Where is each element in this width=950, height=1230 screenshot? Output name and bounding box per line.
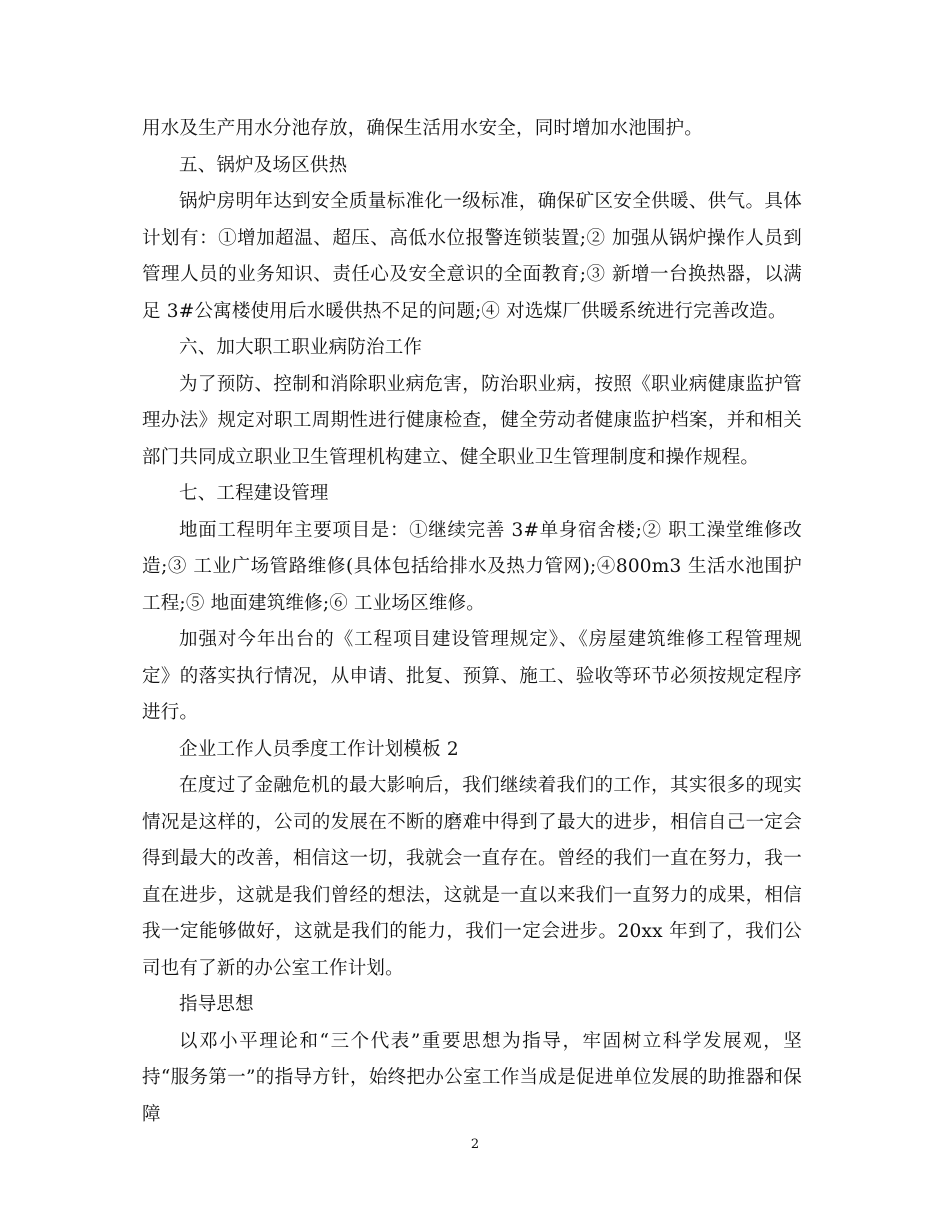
heading-guiding-ideology: 指导思想 bbox=[179, 994, 254, 1015]
paragraph-guiding-ideology: 以邓小平理论和“三个代表”重要思想为指导，牢固树立科学发展观，坚持“服务第一”的指导方针，始终把办公室工作当成是促进单位发展的助推器和保障 bbox=[142, 1030, 802, 1125]
paragraph-financial-crisis: 在度过了金融危机的最大影响后，我们继续着我们的工作，其实很多的现实情况是这样的，公司的发展在不断的磨难中得到了最大的进步，相信自己一定会得到最大的改善，相信这一切，我就会一直存在。曾经的我们一直在努力，我一直在进步，这就是我们曾经的想法，这就是一直以来我们一直努力的成果，相信我一定能够做好，这就是我们的能力，我们一定会进步。20xx 年到了，我们公司也有了新的办公室工作计划。 bbox=[142, 775, 802, 979]
heading-occupational-disease: 六、加大职工职业病防治工作 bbox=[179, 337, 423, 358]
document-body bbox=[142, 111, 802, 1133]
heading-boiler-heating: 五、锅炉及场区供热 bbox=[179, 154, 348, 176]
paragraph-boiler-plan: 锅炉房明年达到安全质量标准化一级标准，确保矿区安全供暖、供气。具体计划有：①增加超温、超压、高低水位报警连锁装置;② 加强从锅炉操作人员到管理人员的业务知识、责任心及安全意识的全面教育;③ 新增一台换热器，以满足 3#公寓楼使用后水暖供热不足的问题;④ 对选煤厂供暖系统进行完善改造。 bbox=[142, 191, 802, 322]
paragraph-ground-projects: 地面工程明年主要项目是：①继续完善 3#单身宿舍楼;② 职工澡堂维修改造;③ 工业广场管路维修(具体包括给排水及热力管网);④800m3 生活水池围护工程;⑤ 地面建筑维修;⑥ 工业场区维修。 bbox=[142, 519, 802, 614]
heading-template-2: 企业工作人员季度工作计划模板 2 bbox=[179, 738, 459, 760]
paragraph-occupational-disease: 为了预防、控制和消除职业病危害，防治职业病，按照《职业病健康监护管理办法》规定对职工周期性进行健康检查，健全劳动者健康监护档案，并和相关部门共同成立职业卫生管理机构建立、健全职业卫生管理制度和操作规程。 bbox=[142, 373, 802, 468]
page-number: 2 bbox=[470, 1137, 480, 1152]
heading-construction-management: 七、工程建设管理 bbox=[179, 483, 329, 504]
paragraph-water-continuation: 用水及生产用水分池存放，确保生活用水安全，同时增加水池围护。 bbox=[142, 118, 704, 139]
paragraph-regulations: 加强对今年出台的《工程项目建设管理规定》、《房屋建筑维修工程管理规定》的落实执行情况，从申请、批复、预算、施工、验收等环节必须按规定程序进行。 bbox=[142, 629, 802, 723]
